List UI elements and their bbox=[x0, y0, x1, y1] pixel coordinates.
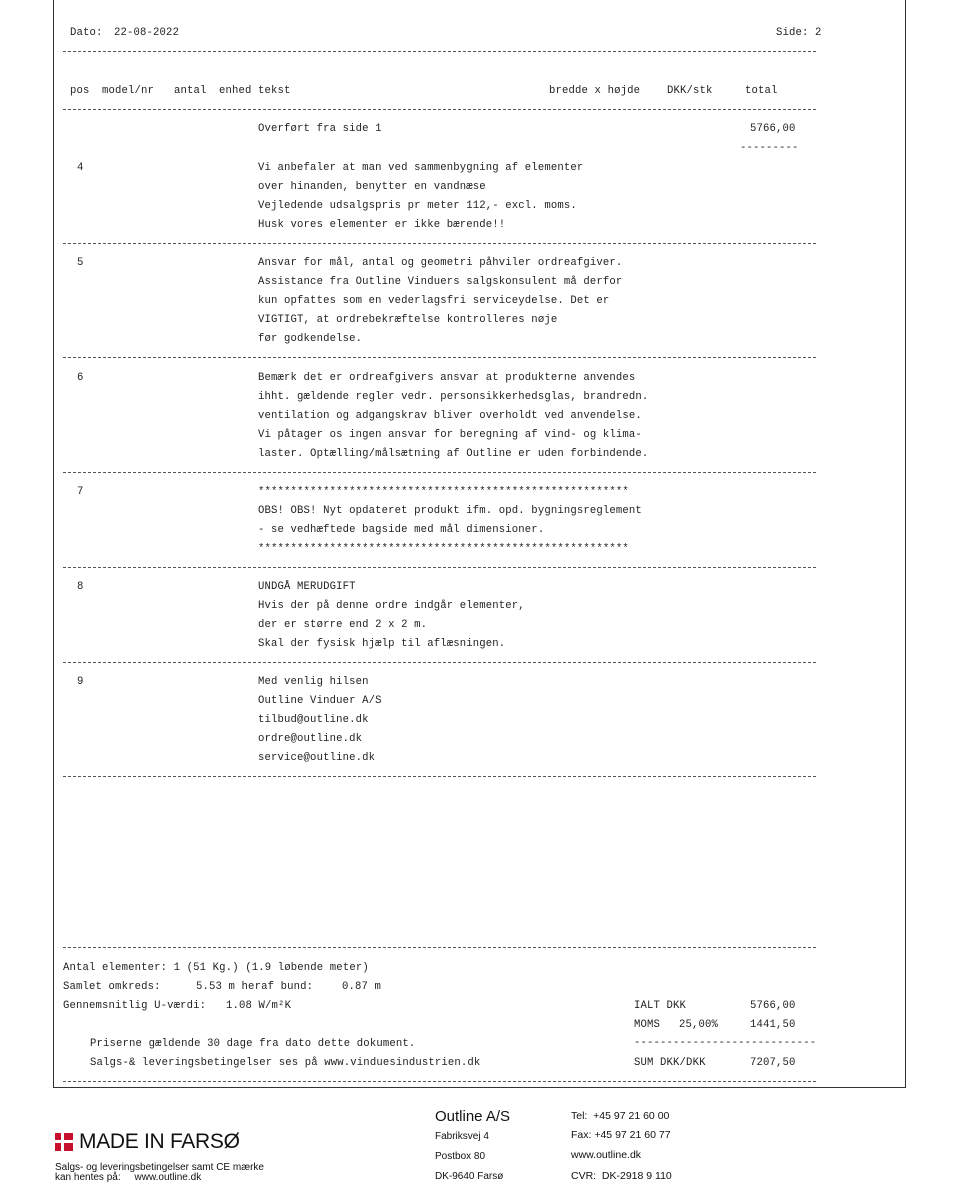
divider bbox=[63, 1081, 816, 1082]
ialt-label: IALT DKK bbox=[634, 1000, 687, 1012]
item-pos: 8 bbox=[77, 581, 84, 593]
company-cvr: CVR: DK-2918 9 110 bbox=[571, 1170, 672, 1182]
carry-over-text: Overført fra side 1 bbox=[258, 123, 382, 135]
item-pos: 9 bbox=[77, 676, 84, 688]
sum-value: 7207,50 bbox=[750, 1057, 796, 1069]
conditions-line-1: Salgs- og leveringsbetingelser samt CE mærke bbox=[55, 1162, 264, 1173]
divider bbox=[63, 662, 816, 663]
moms-value: 1441,50 bbox=[750, 1019, 796, 1031]
divider bbox=[63, 567, 816, 568]
company-city: DK-9640 Farsø bbox=[435, 1171, 504, 1182]
date-value: 22-08-2022 bbox=[114, 27, 180, 39]
ialt-value: 5766,00 bbox=[750, 1000, 796, 1012]
page-label: Side: bbox=[776, 27, 809, 39]
divider bbox=[63, 109, 816, 110]
item-line: der er større end 2 x 2 m. bbox=[258, 619, 428, 631]
omkreds-label: Samlet omkreds: bbox=[63, 981, 161, 993]
col-model: model/nr bbox=[102, 85, 155, 97]
moms-label: MOMS bbox=[634, 1019, 661, 1031]
item-line: Assistance fra Outline Vinduers salgskonsulent må derfor bbox=[258, 276, 623, 288]
item-line: Husk vores elementer er ikke bærende!! bbox=[258, 219, 506, 231]
company-fax: Fax: +45 97 21 60 77 bbox=[571, 1129, 671, 1141]
carry-over-underline: --------- bbox=[740, 142, 799, 154]
item-line: Ansvar for mål, antal og geometri påhviler ordreafgiver. bbox=[258, 257, 623, 269]
divider bbox=[63, 776, 816, 777]
col-enhed: enhed bbox=[219, 85, 252, 97]
item-line: ordre@outline.dk bbox=[258, 733, 363, 745]
item-line: før godkendelse. bbox=[258, 333, 363, 345]
item-line: Bemærk det er ordreafgivers ansvar at produkterne anvendes bbox=[258, 372, 636, 384]
item-line: over hinanden, benytter en vandnæse bbox=[258, 181, 486, 193]
sum-underline: ---------------------------- bbox=[634, 1037, 817, 1049]
carry-over-total: 5766,00 bbox=[750, 123, 796, 135]
company-web[interactable]: www.outline.dk bbox=[571, 1149, 642, 1161]
date-label: Dato: bbox=[70, 27, 103, 39]
antal-elementer: Antal elementer: 1 (51 Kg.) (1.9 løbende meter) bbox=[63, 962, 369, 974]
col-bredde-hojde: bredde x højde bbox=[549, 85, 641, 97]
col-total: total bbox=[745, 85, 778, 97]
danish-flag-icon bbox=[55, 1133, 73, 1151]
item-line: UNDGÅ MERUDGIFT bbox=[258, 581, 356, 593]
col-pos: pos bbox=[70, 85, 90, 97]
item-line: OBS! OBS! Nyt opdateret produkt ifm. opd. bygningsreglement bbox=[258, 505, 642, 517]
item-line: ********************************************************* bbox=[258, 543, 629, 555]
divider bbox=[63, 243, 816, 244]
page-number: 2 bbox=[815, 27, 822, 39]
item-line: VIGTIGT, at ordrebekræftelse kontrolleres nøje bbox=[258, 314, 558, 326]
item-line: Med venlig hilsen bbox=[258, 676, 369, 688]
divider bbox=[63, 357, 816, 358]
made-in-farso-logo bbox=[55, 1130, 240, 1154]
col-dkk-stk: DKK/stk bbox=[667, 85, 713, 97]
uvaerdi-value: 1.08 W/m²K bbox=[226, 1000, 292, 1012]
company-name: Outline A/S bbox=[435, 1108, 511, 1125]
company-tel: Tel: +45 97 21 60 00 bbox=[571, 1110, 670, 1122]
item-line: Outline Vinduer A/S bbox=[258, 695, 382, 707]
item-line: ihht. gældende regler vedr. personsikkerhedsglas, brandredn. bbox=[258, 391, 649, 403]
item-pos: 7 bbox=[77, 486, 84, 498]
col-antal: antal bbox=[174, 85, 207, 97]
betingelser-note: Salgs-& leveringsbetingelser ses på www.vinduesindustrien.dk bbox=[90, 1057, 481, 1069]
item-line: Hvis der på denne ordre indgår elementer, bbox=[258, 600, 525, 612]
omkreds-value: 5.53 m heraf bund: bbox=[196, 981, 314, 993]
divider bbox=[63, 947, 816, 948]
moms-rate: 25,00% bbox=[679, 1019, 719, 1031]
item-line: Vi anbefaler at man ved sammenbygning af elementer bbox=[258, 162, 584, 174]
made-in-text: MADE IN FARSØ bbox=[79, 1130, 240, 1153]
item-line: tilbud@outline.dk bbox=[258, 714, 369, 726]
sum-label: SUM DKK/DKK bbox=[634, 1057, 706, 1069]
item-line: ventilation og adgangskrav bliver overholdt ved anvendelse. bbox=[258, 410, 642, 422]
company-postbox: Postbox 80 bbox=[435, 1151, 486, 1162]
divider bbox=[63, 472, 816, 473]
conditions-line-2: kan hentes på: www.outline.dk bbox=[55, 1172, 202, 1183]
company-street: Fabriksvej 4 bbox=[435, 1131, 489, 1142]
item-line: service@outline.dk bbox=[258, 752, 376, 764]
divider bbox=[63, 51, 816, 52]
item-pos: 4 bbox=[77, 162, 84, 174]
item-line: laster. Optælling/målsætning af Outline er uden forbindende. bbox=[258, 448, 649, 460]
item-line: Vejledende udsalgspris pr meter 112,- excl. moms. bbox=[258, 200, 577, 212]
item-pos: 5 bbox=[77, 257, 84, 269]
uvaerdi-label: Gennemsnitlig U-værdi: bbox=[63, 1000, 207, 1012]
item-line: Skal der fysisk hjælp til aflæsningen. bbox=[258, 638, 506, 650]
item-line: Vi påtager os ingen ansvar for beregning af vind- og klima- bbox=[258, 429, 642, 441]
item-line: kun opfattes som en vederlagsfri serviceydelse. Det er bbox=[258, 295, 610, 307]
item-line: ********************************************************* bbox=[258, 486, 629, 498]
item-line: - se vedhæftede bagside med mål dimensioner. bbox=[258, 524, 545, 536]
priser-note: Priserne gældende 30 dage fra dato dette dokument. bbox=[90, 1038, 416, 1050]
col-tekst: tekst bbox=[258, 85, 291, 97]
item-pos: 6 bbox=[77, 372, 84, 384]
bund-value: 0.87 m bbox=[342, 981, 382, 993]
